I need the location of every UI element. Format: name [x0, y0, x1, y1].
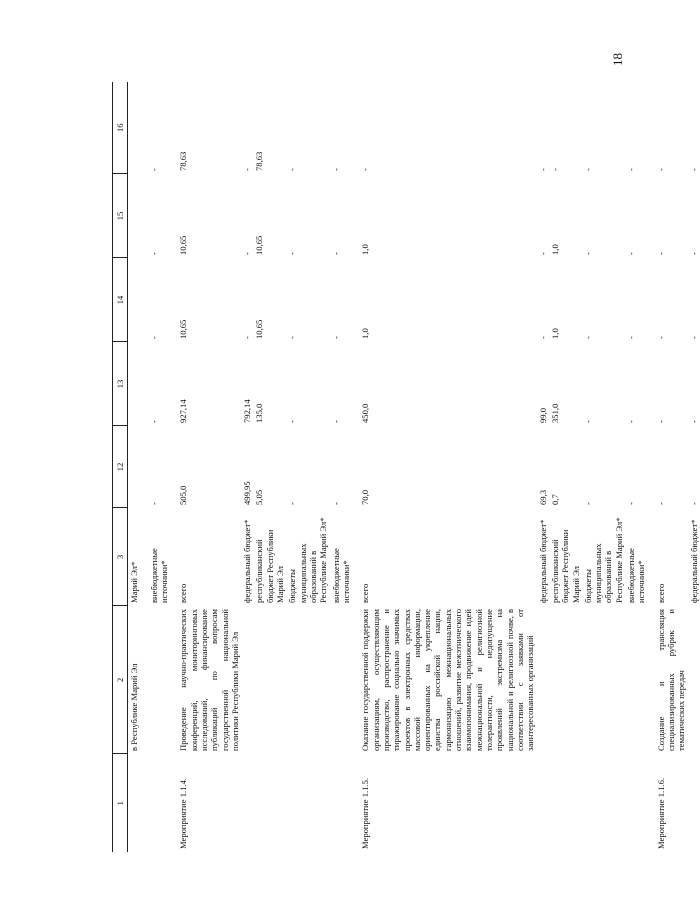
table-row	[688, 82, 700, 852]
funding-table-wrapper	[112, 82, 699, 852]
value-col-13: -	[582, 420, 593, 423]
header-col-2: 2	[113, 606, 128, 754]
header-col-13: 13	[113, 342, 128, 426]
table-row	[648, 82, 688, 852]
value-col-15: -	[582, 252, 593, 255]
event-id	[286, 754, 329, 852]
value-col-14: -	[242, 336, 253, 339]
table-row	[241, 82, 253, 852]
funding-source: бюджеты муниципальных образований в Республике Марий Эл*	[287, 517, 329, 603]
header-col-1: 1	[113, 754, 128, 852]
funding-source: республиканский бюджет Республики Марий Эл	[254, 529, 286, 603]
value-col-13: 99,0	[537, 407, 548, 423]
table-row	[625, 82, 648, 852]
funding-source: внебюджетные источники*	[148, 548, 169, 603]
value-col-16: 78,63	[254, 151, 265, 171]
table-row	[537, 82, 549, 852]
event-description	[330, 606, 353, 754]
value-col-15: 1,0	[549, 244, 560, 255]
table-row	[141, 82, 171, 852]
event-id	[253, 754, 286, 852]
value-col-14: -	[626, 336, 637, 339]
value-col-15: -	[148, 252, 159, 255]
value-col-13: -	[626, 420, 637, 423]
event-description: Создание и трансляция специализированных рубрик и тематических передач	[655, 609, 687, 751]
value-col-14: -	[655, 336, 666, 339]
value-col-15	[128, 174, 141, 258]
event-description	[241, 606, 253, 754]
value-col-15: -	[330, 252, 341, 255]
value-col-16: -	[549, 168, 560, 171]
funding-source: республиканский бюджет Республики Марий Эл	[549, 529, 581, 603]
value-col-16	[128, 82, 141, 174]
value-col-12: 499,95	[242, 481, 253, 505]
value-col-12: -	[148, 502, 159, 505]
event-id	[688, 754, 700, 852]
value-col-14: 1,0	[549, 328, 560, 339]
event-id	[128, 754, 141, 852]
page-number: 18	[610, 53, 625, 66]
value-col-16: -	[537, 168, 548, 171]
value-col-13: 450,0	[360, 403, 371, 423]
value-col-16: -	[330, 168, 341, 171]
value-col-13	[128, 342, 141, 426]
value-col-13: -	[287, 420, 298, 423]
value-col-16: -	[287, 168, 298, 171]
table-row	[352, 82, 536, 852]
event-id	[549, 754, 582, 852]
funding-source: федеральный бюджет*	[688, 519, 699, 603]
value-col-16: -	[688, 168, 699, 171]
value-col-13: -	[688, 420, 699, 423]
value-col-15: 1,0	[360, 244, 371, 255]
value-col-14: 1,0	[360, 328, 371, 339]
table-row	[330, 82, 353, 852]
event-description	[141, 606, 171, 754]
event-id: Мероприятие 1.1.6.	[655, 777, 666, 849]
header-col-16: 16	[113, 82, 128, 174]
value-col-14	[128, 258, 141, 342]
event-id	[141, 754, 171, 852]
value-col-14: -	[582, 336, 593, 339]
value-col-13: 927,14	[178, 399, 189, 423]
funding-source: федеральный бюджет*	[242, 519, 253, 603]
value-col-12: -	[287, 502, 298, 505]
value-col-12: 69,3	[537, 489, 548, 505]
value-col-14: 10,65	[254, 319, 265, 339]
table-row	[253, 82, 286, 852]
value-col-12: -	[655, 502, 666, 505]
event-id	[625, 754, 648, 852]
event-description: Проведение научно-практических конференций, мониторинговых исследований, финансирование публикаций по вопросам государственной национальной политики Республики Марий Эл	[178, 609, 240, 751]
value-col-15: -	[242, 252, 253, 255]
table-row	[582, 82, 625, 852]
value-col-14: -	[148, 336, 159, 339]
header-col-3: 3	[113, 508, 128, 606]
value-col-13: -	[330, 420, 341, 423]
table-row	[128, 82, 141, 852]
event-description	[582, 606, 625, 754]
value-col-13: 351,0	[549, 403, 560, 423]
value-col-12: -	[330, 502, 341, 505]
value-col-14: 10,65	[178, 319, 189, 339]
table-row	[286, 82, 329, 852]
value-col-16: -	[242, 168, 253, 171]
value-col-12: -	[688, 502, 699, 505]
value-col-15: 10,65	[178, 235, 189, 255]
value-col-16: -	[582, 168, 593, 171]
event-description	[253, 606, 286, 754]
funding-source: всего	[655, 583, 666, 603]
value-col-14: -	[287, 336, 298, 339]
header-row	[113, 82, 128, 852]
value-col-12: 5,05	[254, 489, 265, 505]
value-col-15: -	[655, 252, 666, 255]
funding-table	[112, 82, 700, 852]
funding-source: федеральный бюджет*	[537, 519, 548, 603]
value-col-12: 70,0	[360, 489, 371, 505]
value-col-16: -	[626, 168, 637, 171]
value-col-13: -	[655, 420, 666, 423]
event-description	[549, 606, 582, 754]
value-col-14: -	[537, 336, 548, 339]
funding-source: всего	[360, 583, 371, 603]
event-id	[582, 754, 625, 852]
value-col-14: -	[330, 336, 341, 339]
value-col-16: -	[360, 168, 371, 171]
value-col-13: -	[148, 420, 159, 423]
value-col-16: -	[655, 168, 666, 171]
event-description: Оказание государственной поддержки организациям, осуществляющим производство, распространение и тиражирование социально значимых проектов в электронных средствах массовой информации, ориентированных на укрепление единства российской нации, гармонизацию межнациональных отношений, развитие межэтнического взаимопонимания, продвижение идей межнациональной и религиозной толерантности, недопущение проявлений экстремизма на национальной и религиозной почве, в соответствии с заявками от заинтересованных организаций	[360, 609, 536, 751]
value-col-15: -	[626, 252, 637, 255]
event-id: Мероприятие 1.1.5.	[360, 777, 371, 849]
value-col-13: 792,14	[242, 399, 253, 423]
value-col-15: -	[688, 252, 699, 255]
header-col-15: 15	[113, 174, 128, 258]
event-id: Мероприятие 1.1.4.	[178, 777, 189, 849]
header-col-12: 12	[113, 426, 128, 508]
event-id	[537, 754, 549, 852]
event-description	[537, 606, 549, 754]
header-col-14: 14	[113, 258, 128, 342]
funding-source: бюджеты муниципальных образований в Республике Марий Эл*	[582, 517, 624, 603]
funding-source: внебюджетные источники*	[330, 548, 351, 603]
value-col-12: -	[626, 502, 637, 505]
value-col-16: 78,63	[178, 151, 189, 171]
value-col-16: -	[148, 168, 159, 171]
value-col-13: 135,0	[254, 403, 265, 423]
event-description	[688, 606, 700, 754]
event-description	[625, 606, 648, 754]
table-row	[170, 82, 241, 852]
value-col-15: 10,65	[254, 235, 265, 255]
funding-source: внебюджетные источники*	[626, 548, 647, 603]
funding-source: Марий Эл*	[129, 561, 140, 603]
value-col-12: 0,7	[549, 494, 560, 505]
event-id	[241, 754, 253, 852]
value-col-15: -	[287, 252, 298, 255]
table-row	[549, 82, 582, 852]
value-col-12: -	[582, 502, 593, 505]
funding-source: всего	[178, 583, 189, 603]
value-col-14: -	[688, 336, 699, 339]
event-description	[286, 606, 329, 754]
value-col-12: 505,0	[178, 485, 189, 505]
event-id	[330, 754, 353, 852]
event-description: в Республике Марий Эл	[129, 663, 140, 751]
value-col-15: -	[537, 252, 548, 255]
value-col-12	[128, 426, 141, 508]
